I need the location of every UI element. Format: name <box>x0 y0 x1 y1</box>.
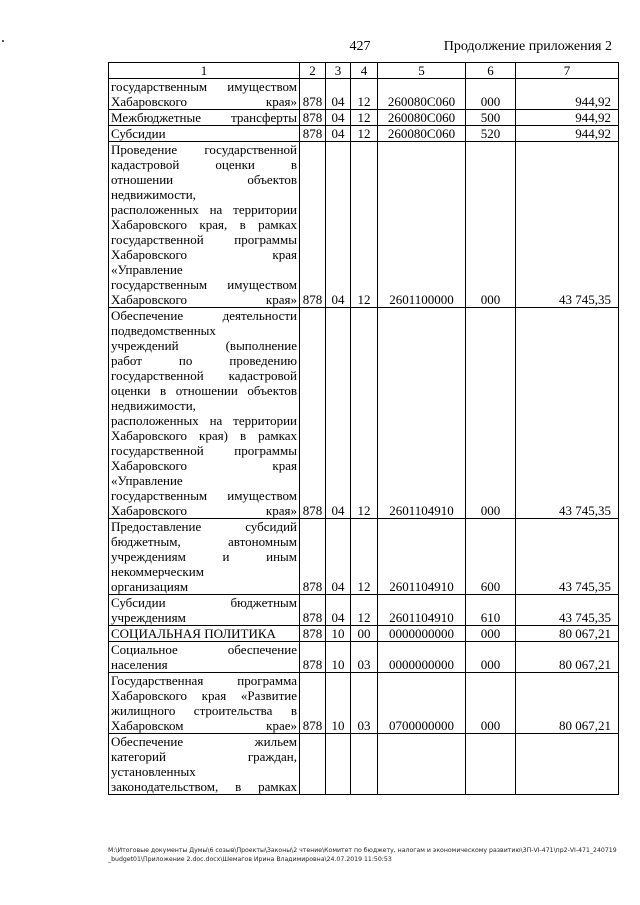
row-name-cell <box>109 110 300 126</box>
row-name-line: Хабаровского края <box>111 247 297 262</box>
table-row <box>109 110 619 126</box>
subsection-cell <box>351 734 378 795</box>
header-row <box>109 63 619 79</box>
row-name-line: государственным имуществом <box>111 79 297 94</box>
section-cell: 10 <box>326 626 351 642</box>
row-name-line: Хабаровского края «Развитие <box>111 688 297 703</box>
subsection-cell: 12 <box>351 79 378 110</box>
row-name-line: Субсидии бюджетным <box>111 595 297 610</box>
expense-type-cell: 000 <box>466 673 516 734</box>
ministry-code-cell: 878 <box>300 519 326 595</box>
amount-cell: 43 745,35 <box>516 595 619 626</box>
subsection-cell: 12 <box>351 308 378 519</box>
table-row <box>109 595 619 626</box>
row-name-line: учреждениям <box>111 610 186 625</box>
row-name-line: Государственная программа <box>111 673 297 688</box>
row-name-cell <box>109 673 300 734</box>
amount-cell <box>516 734 619 795</box>
row-name-line: оценки в отношении объектов <box>111 383 297 398</box>
row-name-line: категорий граждан, <box>111 749 297 764</box>
section-cell: 04 <box>326 110 351 126</box>
row-name-line: государственным имуществом <box>111 488 297 503</box>
expense-type-cell: 600 <box>466 519 516 595</box>
row-name-line: учреждений (выполнение <box>111 338 297 353</box>
header-cell-7: 7 <box>516 63 619 79</box>
row-name-line: Предоставление субсидий <box>111 519 297 534</box>
target-article-cell: 260080С060 <box>378 79 466 110</box>
ministry-code-cell: 878 <box>300 142 326 308</box>
expense-type-cell: 500 <box>466 110 516 126</box>
row-name-line: законодательством, в рамках <box>111 779 297 794</box>
row-name-line: организациям <box>111 579 189 594</box>
target-article-cell: 2601104910 <box>378 519 466 595</box>
amount-cell: 80 067,21 <box>516 642 619 673</box>
row-name-cell <box>109 595 300 626</box>
ministry-code-cell: 878 <box>300 126 326 142</box>
header-cell-3: 3 <box>326 63 351 79</box>
target-article-cell <box>378 734 466 795</box>
subsection-cell: 12 <box>351 595 378 626</box>
target-article-cell: 2601100000 <box>378 142 466 308</box>
page-number: 427 <box>349 39 371 54</box>
row-name-line: Хабаровского края) в рамках <box>111 428 297 443</box>
table-row <box>109 142 619 308</box>
section-cell <box>326 734 351 795</box>
row-name-cell <box>109 79 300 110</box>
table-row <box>109 642 619 673</box>
table-row <box>109 626 619 642</box>
row-name-line: недвижимости, <box>111 187 196 202</box>
row-name-line: населения <box>111 657 168 672</box>
target-article-cell: 2601104910 <box>378 308 466 519</box>
row-name-line: государственной программы <box>111 443 297 458</box>
target-article-cell: 0000000000 <box>378 642 466 673</box>
ministry-code-cell: 878 <box>300 110 326 126</box>
ministry-code-cell: 878 <box>300 308 326 519</box>
target-article-cell: 260080С060 <box>378 126 466 142</box>
target-article-cell: 260080С060 <box>378 110 466 126</box>
row-name-line: установленных <box>111 764 196 779</box>
ministry-code-cell: 878 <box>300 626 326 642</box>
header-cell-4: 4 <box>351 63 378 79</box>
row-name-line: расположенных на территории <box>111 413 297 428</box>
row-name-line: Хабаровского края <box>111 458 297 473</box>
row-name-line: кадастровой оценки в <box>111 157 297 172</box>
subsection-cell: 12 <box>351 126 378 142</box>
row-name-line: расположенных на территории <box>111 202 297 217</box>
table-row <box>109 308 619 519</box>
ministry-code-cell: 878 <box>300 595 326 626</box>
row-name-cell <box>109 626 300 642</box>
row-name-cell <box>109 642 300 673</box>
row-name-line: Хабаровском крае» <box>111 718 297 733</box>
row-name-line: государственным имуществом <box>111 277 297 292</box>
row-name-line: Обеспечение деятельности <box>111 308 297 323</box>
amount-cell: 944,92 <box>516 79 619 110</box>
ministry-code-cell: 878 <box>300 642 326 673</box>
row-name-line: жилищного строительства в <box>111 703 297 718</box>
header-cell-2: 2 <box>300 63 326 79</box>
row-name-line: «Управление <box>111 262 183 277</box>
amount-cell: 43 745,35 <box>516 142 619 308</box>
section-cell: 04 <box>326 142 351 308</box>
row-name-line: учреждениям и иным <box>111 549 297 564</box>
row-name-cell <box>109 126 300 142</box>
row-name-line: Хабаровского края» <box>111 503 297 518</box>
row-name-line: государственной кадастровой <box>111 368 297 383</box>
subsection-cell: 03 <box>351 642 378 673</box>
row-name-line: отношении объектов <box>111 172 297 187</box>
row-name-line: Обеспечение жильем <box>111 734 297 749</box>
table-body <box>109 63 619 795</box>
table-row <box>109 79 619 110</box>
row-name-cell <box>109 142 300 308</box>
row-name-line: государственной программы <box>111 232 297 247</box>
header-cell-1: 1 <box>109 63 300 79</box>
row-name-line: «Управление <box>111 473 183 488</box>
row-name-line: Проведение государственной <box>111 142 297 157</box>
table-row <box>109 734 619 795</box>
row-name-line: Социальное обеспечение <box>111 642 297 657</box>
expense-type-cell: 000 <box>466 642 516 673</box>
ministry-code-cell: 878 <box>300 79 326 110</box>
ministry-code-cell: 878 <box>300 673 326 734</box>
row-name-line: СОЦИАЛЬНАЯ ПОЛИТИКА <box>111 626 276 641</box>
expense-type-cell: 000 <box>466 626 516 642</box>
expense-type-cell: 000 <box>466 142 516 308</box>
row-name-cell <box>109 519 300 595</box>
margin-mark <box>2 40 4 42</box>
row-name-line: Межбюджетные трансферты <box>111 110 297 125</box>
expense-type-cell: 000 <box>466 308 516 519</box>
budget-table <box>108 62 619 795</box>
table-row <box>109 519 619 595</box>
target-article-cell: 2601104910 <box>378 595 466 626</box>
row-name-line: Хабаровского края, в рамках <box>111 217 297 232</box>
amount-cell: 43 745,35 <box>516 519 619 595</box>
row-name-line: Субсидии <box>111 126 166 141</box>
row-name-cell <box>109 734 300 795</box>
table-row <box>109 126 619 142</box>
section-cell: 10 <box>326 673 351 734</box>
header-cell-5: 5 <box>378 63 466 79</box>
section-cell: 04 <box>326 79 351 110</box>
subsection-cell: 03 <box>351 673 378 734</box>
row-name-line: работ по проведению <box>111 353 297 368</box>
row-name-line: недвижимости, <box>111 398 196 413</box>
row-name-cell <box>109 308 300 519</box>
row-name-line: Хабаровского края» <box>111 292 297 307</box>
amount-cell: 944,92 <box>516 126 619 142</box>
section-cell: 10 <box>326 642 351 673</box>
subsection-cell: 12 <box>351 519 378 595</box>
amount-cell: 43 745,35 <box>516 308 619 519</box>
target-article-cell: 0000000000 <box>378 626 466 642</box>
subsection-cell: 12 <box>351 142 378 308</box>
row-name-line: некоммерческим <box>111 564 204 579</box>
header-cell-6: 6 <box>466 63 516 79</box>
section-cell: 04 <box>326 595 351 626</box>
subsection-cell: 12 <box>351 110 378 126</box>
target-article-cell: 0700000000 <box>378 673 466 734</box>
file-path-footer: М:\Итоговые документы Думы\6 созыв\Проекты\Законы\2 чтение\Комитет по бюджету, налогам и экономическому развитию\ЗП-VI-471\пр2-VI-471_240719_budget01\Приложение 2.doc.docx\Шемагов Ирина Владимировна\24.07.2019 11:50:53 <box>108 847 617 863</box>
row-name-line: подведомственных <box>111 323 216 338</box>
amount-cell: 80 067,21 <box>516 626 619 642</box>
continuation-caption: Продолжение приложения 2 <box>443 39 612 54</box>
section-cell: 04 <box>326 308 351 519</box>
row-name-line: бюджетным, автономным <box>111 534 297 549</box>
expense-type-cell: 610 <box>466 595 516 626</box>
table-row <box>109 673 619 734</box>
expense-type-cell: 520 <box>466 126 516 142</box>
amount-cell: 80 067,21 <box>516 673 619 734</box>
subsection-cell: 00 <box>351 626 378 642</box>
expense-type-cell <box>466 734 516 795</box>
amount-cell: 944,92 <box>516 110 619 126</box>
expense-type-cell: 000 <box>466 79 516 110</box>
section-cell: 04 <box>326 519 351 595</box>
section-cell: 04 <box>326 126 351 142</box>
row-name-line: Хабаровского края» <box>111 94 297 109</box>
ministry-code-cell <box>300 734 326 795</box>
